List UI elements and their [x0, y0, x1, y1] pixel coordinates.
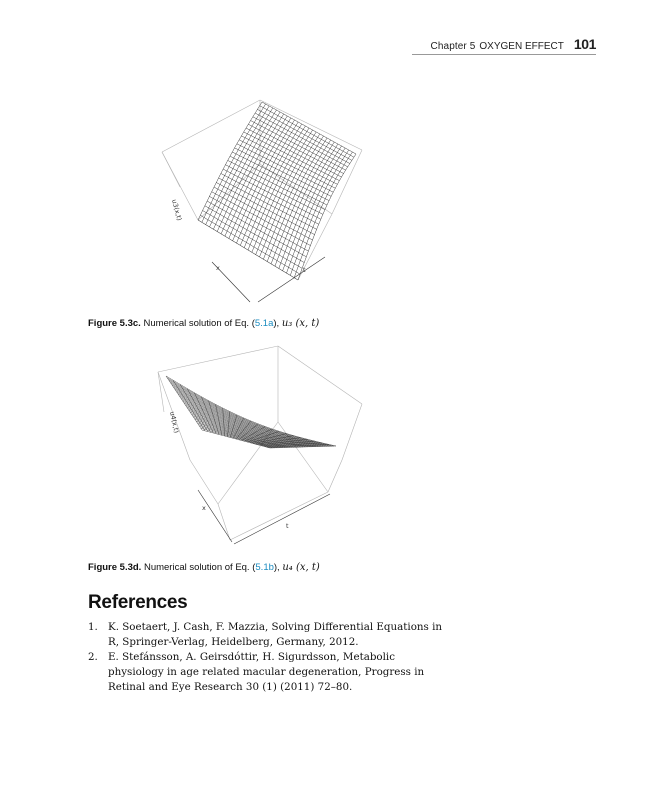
reference-text: E. Stefánsson, A. Geirsdóttir, H. Sigurdsson, Metabolic physiology in age related macular degeneration, Progress in Retinal and Eye Research 30 (1) (2011) 72–80.: [108, 651, 425, 693]
caption-math: u₃ (x, t): [281, 318, 320, 329]
header-rule: [412, 54, 596, 55]
z-axis-label: u3(x,t): [170, 198, 184, 222]
figure-5-3d-plot: [150, 342, 380, 557]
z-axis-label: u4(x,t): [168, 410, 181, 434]
references-heading: References: [88, 592, 188, 613]
caption-after: ),: [273, 562, 280, 573]
reference-item: [88, 620, 448, 650]
t-axis-label: t: [286, 522, 289, 530]
chapter-label: Chapter 5: [430, 41, 476, 52]
reference-number: 2.: [88, 651, 98, 663]
reference-number: 1.: [88, 621, 98, 633]
caption-text: Numerical solution of Eq. (: [143, 318, 255, 329]
t-axis-label: t: [303, 266, 306, 274]
surface-mesh: [166, 376, 336, 448]
reference-text: K. Soetaert, J. Cash, F. Mazzia, Solving Differential Equations in R, Springer-Verlag, Heidelberg, Germany, 2012.: [108, 621, 443, 648]
caption-text: Numerical solution of Eq. (: [143, 562, 256, 573]
figure-label: Figure 5.3d.: [88, 562, 142, 573]
page-number: 101: [573, 36, 596, 52]
running-head: [412, 36, 596, 54]
x-axis-label: x: [216, 264, 220, 272]
figure-5-3c-plot: [150, 92, 370, 312]
surface-plot-u3: [150, 92, 370, 312]
caption-math: u₄ (x, t): [282, 562, 320, 573]
caption-after: ),: [273, 318, 280, 329]
figure-label: Figure 5.3c.: [88, 318, 141, 329]
figure-5-3c-caption: [88, 318, 319, 329]
equation-link[interactable]: 5.1a: [254, 318, 274, 329]
figure-5-3d-caption: [88, 562, 320, 573]
surface-mesh: [198, 102, 356, 280]
equation-link[interactable]: 5.1b: [255, 562, 274, 573]
surface-plot-u4: [150, 342, 380, 557]
x-axis-label: x: [202, 504, 206, 512]
reference-item: [88, 650, 448, 695]
reference-list: [88, 620, 448, 695]
chapter-title: OXYGEN EFFECT: [479, 41, 564, 52]
